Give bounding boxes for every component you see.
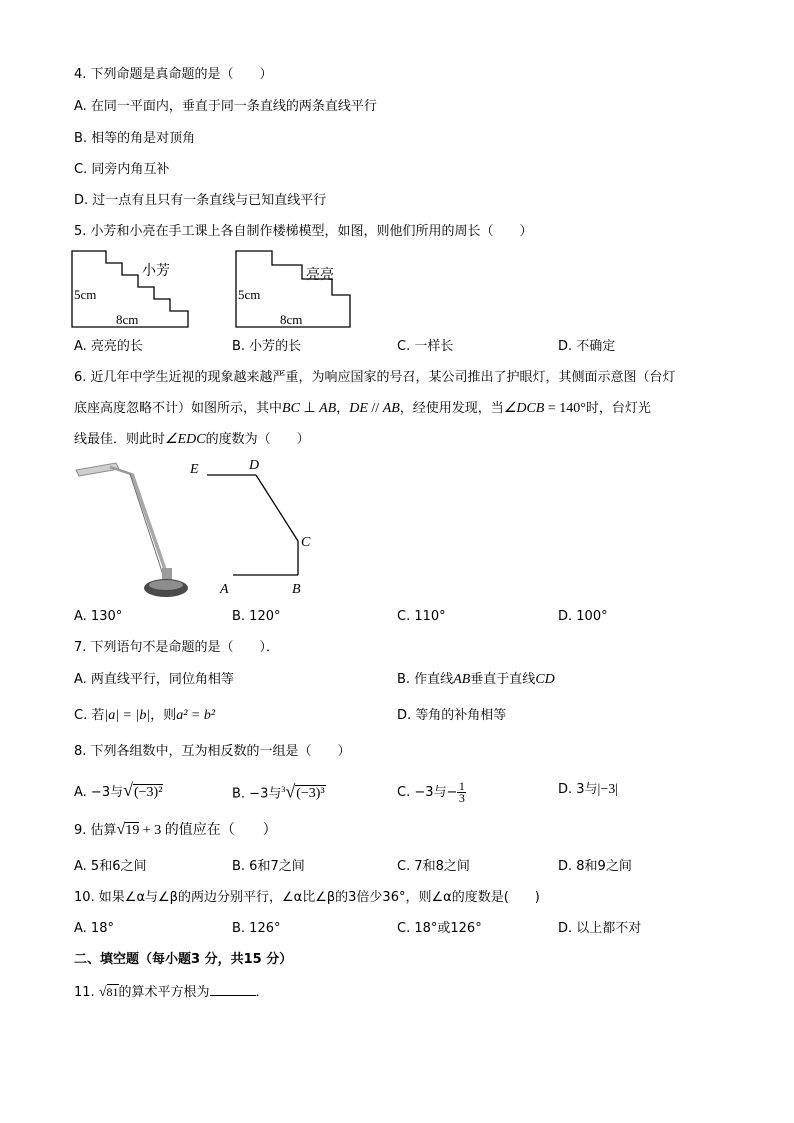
q10-option-a: A. 18°	[74, 921, 114, 936]
q7-stem: 7. 下列语句不是命题的是（ ）．	[74, 640, 280, 655]
q10-option-c: C. 18°或126°	[397, 921, 482, 936]
math-radicand: (−3)²	[133, 785, 163, 800]
point-d-label: D	[249, 458, 260, 473]
q7-option-d: D. 等角的补角相等	[397, 708, 507, 723]
q5-option-d: D. 不确定	[558, 339, 616, 354]
q6-line-2	[74, 400, 651, 418]
point-b-label: B	[292, 582, 301, 597]
xiaofang-height-label: 5cm	[74, 287, 97, 302]
q4-option-d: D. 过一点有且只有一条直线与已知直线平行	[74, 193, 327, 208]
point-a-label: A	[220, 582, 229, 597]
q6-sep: ，	[336, 401, 350, 416]
math-de: DE	[349, 401, 368, 416]
q7-option-b	[397, 671, 555, 689]
q6-line-1: 6. 近几年中学生近视的现象越来越严重，为响应国家的号召，某公司推出了护眼灯，其侧面示意图（台灯	[74, 370, 676, 385]
math-perp: ⊥	[299, 401, 320, 416]
q4-option-b: B. 相等的角是对顶角	[74, 131, 196, 146]
q8-d-text: D. 3与	[558, 782, 598, 797]
liangliang-height-label: 5cm	[238, 287, 261, 302]
q8-c-text: C. −3与−	[397, 785, 458, 800]
cube-root-index: 3	[281, 785, 286, 794]
root-symbol: √	[285, 781, 296, 802]
q8-option-d	[558, 781, 618, 799]
q6-option-d: D. 100°	[558, 609, 608, 624]
math-angle-dcb: ∠DCB	[503, 401, 545, 416]
math-radicand: 81	[106, 985, 119, 999]
q6-option-b: B. 120°	[232, 609, 281, 624]
section-heading: 二、填空题（每小题3 分，共15 分）	[74, 952, 293, 967]
q9-text: 9. 估算	[74, 823, 117, 838]
math-absolute: |−3|	[597, 782, 619, 797]
q11-text: ．	[255, 985, 269, 1000]
fraction-denominator: 3	[458, 791, 465, 805]
q6-text: 的度数为（ ）	[205, 432, 310, 447]
sqrt-symbol: √	[98, 985, 107, 1000]
q11-stem	[74, 983, 269, 1002]
math-ab: AB	[319, 401, 337, 416]
q7-c-text: C. 若	[74, 708, 105, 723]
q7-option-c	[74, 707, 215, 725]
q7-b-text: B. 作直线	[397, 672, 454, 687]
math-radicand: 19	[125, 823, 140, 838]
math-bc: BC	[282, 401, 300, 416]
q11-text: 的算术平方根为	[118, 985, 210, 1000]
q8-option-c	[397, 781, 466, 804]
q6-text: 底座高度忽略不计）如图所示，其中	[74, 401, 283, 416]
q9-option-d: D. 8和9之间	[558, 859, 632, 874]
q6-geometry-diagram	[186, 455, 320, 605]
q6-text: 时，台灯光	[585, 401, 651, 416]
q9-text: + 3 的值应在（ ）	[139, 823, 277, 838]
q10-option-b: B. 126°	[232, 921, 281, 936]
math-radicand: (−3)³	[296, 786, 325, 802]
q8-option-a	[74, 781, 163, 802]
desk-lamp-photo	[72, 460, 190, 602]
q9-option-b: B. 6和7之间	[232, 859, 305, 874]
q6-text: ，经使用发现，当	[399, 401, 504, 416]
q5-figure-liangliang	[234, 249, 358, 331]
q9-option-a: A. 5和6之间	[74, 859, 147, 874]
math-angle-edc: ∠EDC	[165, 432, 206, 447]
q8-a-text: A. −3与	[74, 785, 124, 800]
q6-option-a: A. 130°	[74, 609, 123, 624]
lamp-head	[76, 463, 119, 476]
q10-option-d: D. 以上都不对	[558, 921, 642, 936]
xiaofang-name-label: 小芳	[142, 264, 170, 279]
q6-line-3	[74, 431, 310, 449]
segment-dc	[256, 475, 298, 541]
xiaofang-width-label: 8cm	[116, 312, 139, 327]
sqrt-symbol: √	[116, 821, 126, 838]
math-square-equation: a² = b²	[176, 708, 216, 723]
fraction-numerator: 1	[458, 779, 465, 793]
q8-b-text: B. −3与	[232, 786, 282, 802]
q5-option-b: B. 小芳的长	[232, 339, 302, 354]
lamp-arm-shadow	[130, 474, 164, 578]
q6-option-c: C. 110°	[397, 609, 446, 624]
q4-stem: 4. 下列命题是真命题的是（ ）	[74, 67, 273, 82]
q8-stem: 8. 下列各组数中，互为相反数的一组是（ ）	[74, 744, 351, 759]
math-abs-equation: |a| = |b|	[104, 708, 151, 723]
q10-stem: 10. 如果∠α与∠β的两边分别平行，∠α比∠β的3倍少36°，则∠α的度数是( )	[74, 890, 540, 905]
q9-option-c: C. 7和8之间	[397, 859, 470, 874]
math-cd: CD	[535, 672, 555, 687]
liangliang-width-label: 8cm	[280, 312, 303, 327]
q5-option-c: C. 一样长	[397, 339, 454, 354]
q9-stem	[74, 821, 277, 840]
lamp-base-top	[149, 580, 183, 590]
sqrt-symbol: √	[123, 780, 133, 800]
math-angle-value: = 140°	[544, 401, 586, 416]
math-parallel: //	[367, 401, 383, 416]
liangliang-name-label: 亮亮	[306, 268, 334, 283]
answer-blank[interactable]	[210, 983, 256, 996]
lamp-lower-arm	[132, 474, 168, 578]
q5-figure-xiaofang	[70, 249, 194, 331]
lamp-upper-arm	[110, 467, 134, 475]
fraction	[457, 781, 466, 804]
q7-option-a: A. 两直线平行，同位角相等	[74, 672, 234, 687]
q5-stem: 5. 小芳和小亮在手工课上各自制作楼梯模型，如图，则他们所用的周长（ ）	[74, 224, 533, 239]
math-ab: AB	[453, 672, 471, 687]
q7-c-text: ，则	[150, 708, 177, 723]
point-c-label: C	[301, 535, 311, 550]
q11-text: 11.	[74, 985, 99, 1000]
q6-text: 线最佳．则此时	[74, 432, 166, 447]
q7-b-text: 垂直于直线	[470, 672, 536, 687]
q8-option-b	[232, 781, 326, 803]
q4-option-c: C. 同旁内角互补	[74, 162, 170, 177]
q5-option-a: A. 亮亮的长	[74, 339, 143, 354]
point-e-label: E	[190, 462, 199, 477]
math-ab: AB	[382, 401, 400, 416]
q4-option-a: A. 在同一平面内，垂直于同一条直线的两条直线平行	[74, 99, 377, 114]
